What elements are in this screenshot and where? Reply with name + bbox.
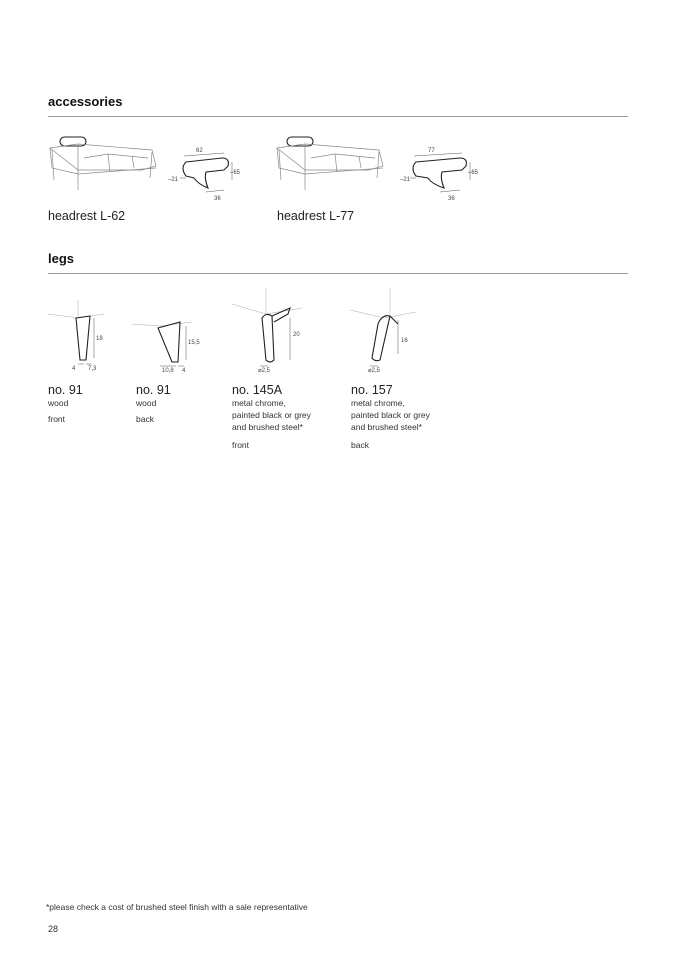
sofa-with-headrest-l62-drawing bbox=[48, 132, 160, 194]
headrest-l62-depth-dim: –21 bbox=[168, 177, 179, 183]
leg-145a-front-drawing bbox=[232, 288, 312, 373]
headrest-l62-base-dim: 36 bbox=[214, 196, 221, 202]
leg-91-back-name: no. 91 bbox=[136, 383, 171, 397]
leg-91-front-view: front bbox=[48, 414, 66, 424]
leg-157-view: back bbox=[351, 440, 369, 450]
leg-91-front-depth-dim: 7,3 bbox=[88, 366, 97, 372]
leg-91-front-width-dim: 4 bbox=[72, 366, 76, 372]
leg-157-material-line-2: painted black or grey bbox=[351, 410, 430, 420]
leg-145a-material-line-2: painted black or grey bbox=[232, 410, 311, 420]
leg-91-front-drawing bbox=[48, 300, 118, 375]
legs-title: legs bbox=[48, 251, 75, 266]
leg-91-back-width-dim: 10,8 bbox=[162, 368, 174, 374]
headrest-l62-label: headrest L-62 bbox=[48, 209, 126, 223]
leg-91-back-material: wood bbox=[136, 398, 157, 408]
leg-157-height-dim: 16 bbox=[401, 338, 408, 344]
leg-157-back-drawing bbox=[350, 288, 430, 373]
headrest-l77-label: headrest L-77 bbox=[277, 209, 355, 223]
leg-145a-diameter-dim: ⌀2,5 bbox=[258, 368, 270, 374]
leg-145a-material-line-3: and brushed steel* bbox=[232, 422, 303, 432]
headrest-l77-depth-dim: –21 bbox=[400, 177, 411, 183]
leg-91-front-name: no. 91 bbox=[48, 383, 83, 397]
headrest-l62-width-dim: 62 bbox=[196, 148, 203, 154]
leg-145a-view: front bbox=[232, 440, 250, 450]
leg-91-back-depth-dim: 4 bbox=[182, 368, 186, 374]
leg-91-back-height-dim: 15,5 bbox=[188, 340, 200, 346]
headrest-l77-detail-drawing bbox=[402, 148, 482, 206]
headrest-l62-height-dim: –65 bbox=[230, 170, 241, 176]
leg-91-front-material: wood bbox=[48, 398, 69, 408]
leg-157-name: no. 157 bbox=[351, 383, 393, 397]
page-number: 28 bbox=[48, 924, 59, 934]
leg-157-material-line-3: and brushed steel* bbox=[351, 422, 422, 432]
legs-divider bbox=[48, 273, 628, 274]
leg-145a-name: no. 145A bbox=[232, 383, 283, 397]
headrest-l62-detail-drawing bbox=[168, 148, 244, 206]
leg-91-back-drawing bbox=[132, 300, 212, 375]
leg-91-back-view: back bbox=[136, 414, 154, 424]
sofa-with-headrest-l77-drawing bbox=[275, 132, 387, 194]
leg-145a-height-dim: 20 bbox=[293, 332, 300, 338]
leg-145a-material-line-1: metal chrome, bbox=[232, 398, 286, 408]
footnote: *please check a cost of brushed steel finish with a sale representative bbox=[46, 902, 308, 912]
headrest-l77-height-dim: –65 bbox=[468, 170, 479, 176]
headrest-l77-width-dim: 77 bbox=[428, 148, 435, 154]
accessories-divider bbox=[48, 116, 628, 117]
accessories-title: accessories bbox=[48, 94, 123, 109]
leg-157-diameter-dim: ⌀2,5 bbox=[368, 368, 380, 374]
headrest-l77-base-dim: 36 bbox=[448, 196, 455, 202]
leg-157-material-line-1: metal chrome, bbox=[351, 398, 405, 408]
leg-91-front-height-dim: 18 bbox=[96, 336, 103, 342]
